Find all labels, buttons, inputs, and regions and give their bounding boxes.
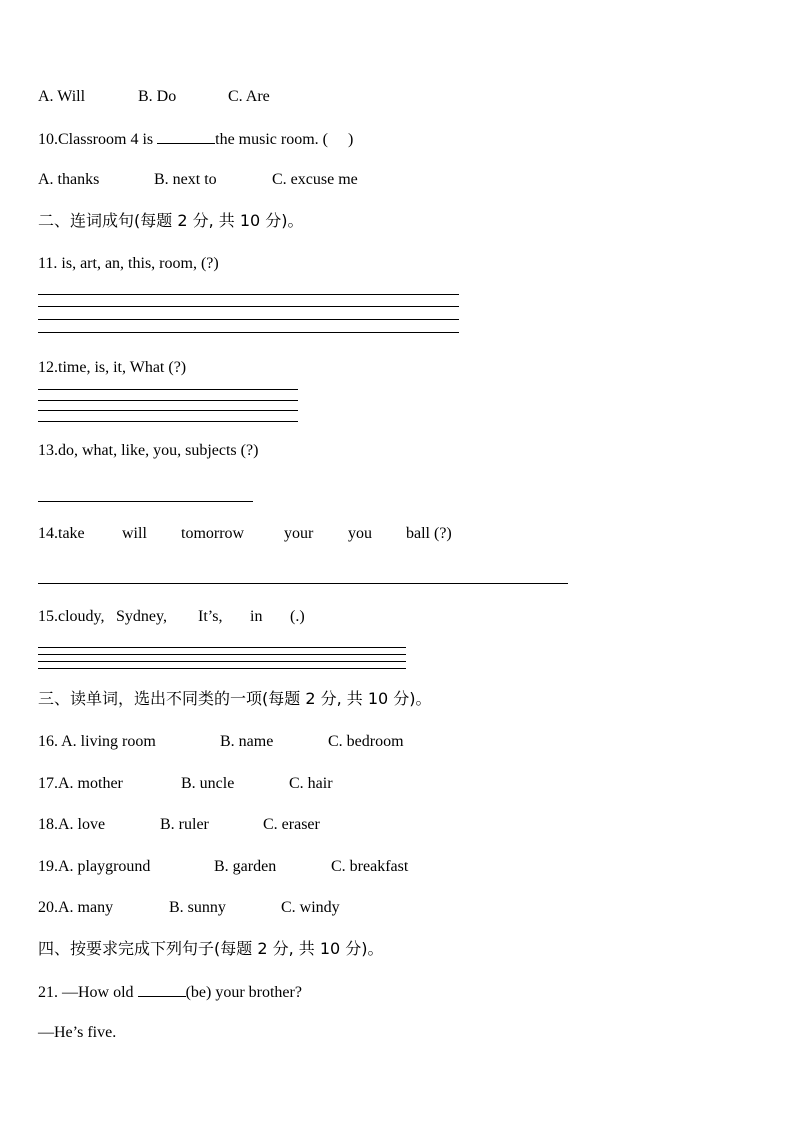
q15-answer-line-4[interactable] bbox=[38, 668, 406, 669]
q11-answer-line-1[interactable] bbox=[38, 294, 459, 295]
q14-word-4: your bbox=[284, 525, 314, 542]
q12-answer-line-3[interactable] bbox=[38, 410, 298, 411]
q10-prefix: 10.Classroom 4 is bbox=[38, 131, 158, 148]
q10-paren-close: ) bbox=[348, 131, 354, 148]
q16-option-a: 16. A. living room bbox=[38, 733, 156, 750]
q9-option-a: A. Will bbox=[38, 88, 86, 105]
q15-word-4: in bbox=[250, 608, 263, 625]
q17-option-c: C. hair bbox=[289, 775, 333, 792]
q10-option-a: A. thanks bbox=[38, 171, 100, 188]
q10-blank[interactable] bbox=[157, 129, 215, 144]
q12-answer-line-2[interactable] bbox=[38, 400, 298, 401]
q11-answer-line-4[interactable] bbox=[38, 332, 459, 333]
section4-heading: 四、按要求完成下列句子(每题 2 分, 共 10 分)。 bbox=[38, 939, 384, 958]
q14-answer-line[interactable] bbox=[38, 583, 568, 584]
q14-word-6: ball (?) bbox=[406, 525, 452, 542]
q11-text: 11. is, art, an, this, room, (?) bbox=[38, 255, 219, 272]
q20-option-c: C. windy bbox=[281, 899, 340, 916]
q18-row bbox=[38, 815, 320, 835]
q15-text bbox=[38, 607, 305, 627]
q19-option-a: 19.A. playground bbox=[38, 858, 151, 875]
q20-row bbox=[38, 898, 340, 918]
q14-word-2: will bbox=[122, 525, 147, 542]
section3-heading: 三、读单词，选出不同类的一项(每题 2 分, 共 10 分)。 bbox=[38, 689, 432, 708]
q21-question bbox=[38, 982, 302, 1003]
q9-option-c: C. Are bbox=[228, 88, 270, 105]
q19-option-c: C. breakfast bbox=[331, 858, 409, 875]
q15-word-2: Sydney, bbox=[116, 608, 167, 625]
q18-option-a: 18.A. love bbox=[38, 816, 106, 833]
q19-option-b: B. garden bbox=[214, 858, 277, 875]
q10-option-c: C. excuse me bbox=[272, 171, 358, 188]
q14-word-3: tomorrow bbox=[181, 525, 245, 542]
q10-question bbox=[38, 129, 353, 150]
q9-options bbox=[38, 87, 270, 107]
q21-blank[interactable] bbox=[138, 982, 186, 997]
q15-answer-line-3[interactable] bbox=[38, 661, 406, 662]
q9-option-b: B. Do bbox=[138, 88, 177, 105]
q10-options bbox=[38, 170, 358, 190]
q16-option-b: B. name bbox=[220, 733, 274, 750]
q14-text bbox=[38, 524, 452, 544]
q19-row bbox=[38, 857, 408, 877]
q15-word-3: It’s, bbox=[198, 608, 223, 625]
q13-answer-line[interactable] bbox=[38, 501, 253, 502]
q11-answer-line-2[interactable] bbox=[38, 306, 459, 307]
q12-answer-line-1[interactable] bbox=[38, 389, 298, 390]
q15-word-5: (.) bbox=[290, 608, 305, 625]
q16-option-c: C. bedroom bbox=[328, 733, 404, 750]
q17-row bbox=[38, 774, 333, 794]
q13-text: 13.do, what, like, you, subjects (?) bbox=[38, 442, 259, 459]
section2-heading: 二、连词成句(每题 2 分, 共 10 分)。 bbox=[38, 211, 304, 230]
q21-suffix: (be) your brother? bbox=[185, 984, 302, 1001]
q12-text: 12.time, is, it, What (?) bbox=[38, 359, 187, 376]
q10-option-b: B. next to bbox=[154, 171, 217, 188]
q14-word-5: you bbox=[348, 525, 372, 542]
q11-answer-line-3[interactable] bbox=[38, 319, 459, 320]
q21-answer: —He’s five. bbox=[38, 1024, 117, 1041]
q18-option-c: C. eraser bbox=[263, 816, 320, 833]
q18-option-b: B. ruler bbox=[160, 816, 209, 833]
q16-row bbox=[38, 732, 404, 752]
q17-option-b: B. uncle bbox=[181, 775, 235, 792]
q14-word-1: 14.take bbox=[38, 525, 85, 542]
q12-answer-line-4[interactable] bbox=[38, 421, 298, 422]
q17-option-a: 17.A. mother bbox=[38, 775, 123, 792]
q20-option-a: 20.A. many bbox=[38, 899, 114, 916]
q10-suffix: the music room. ( bbox=[215, 131, 328, 148]
q15-answer-line-2[interactable] bbox=[38, 654, 406, 655]
q21-prefix: 21. —How old bbox=[38, 984, 138, 1001]
q15-answer-line-1[interactable] bbox=[38, 647, 406, 648]
q15-word-1: 15.cloudy, bbox=[38, 608, 105, 625]
q20-option-b: B. sunny bbox=[169, 899, 226, 916]
